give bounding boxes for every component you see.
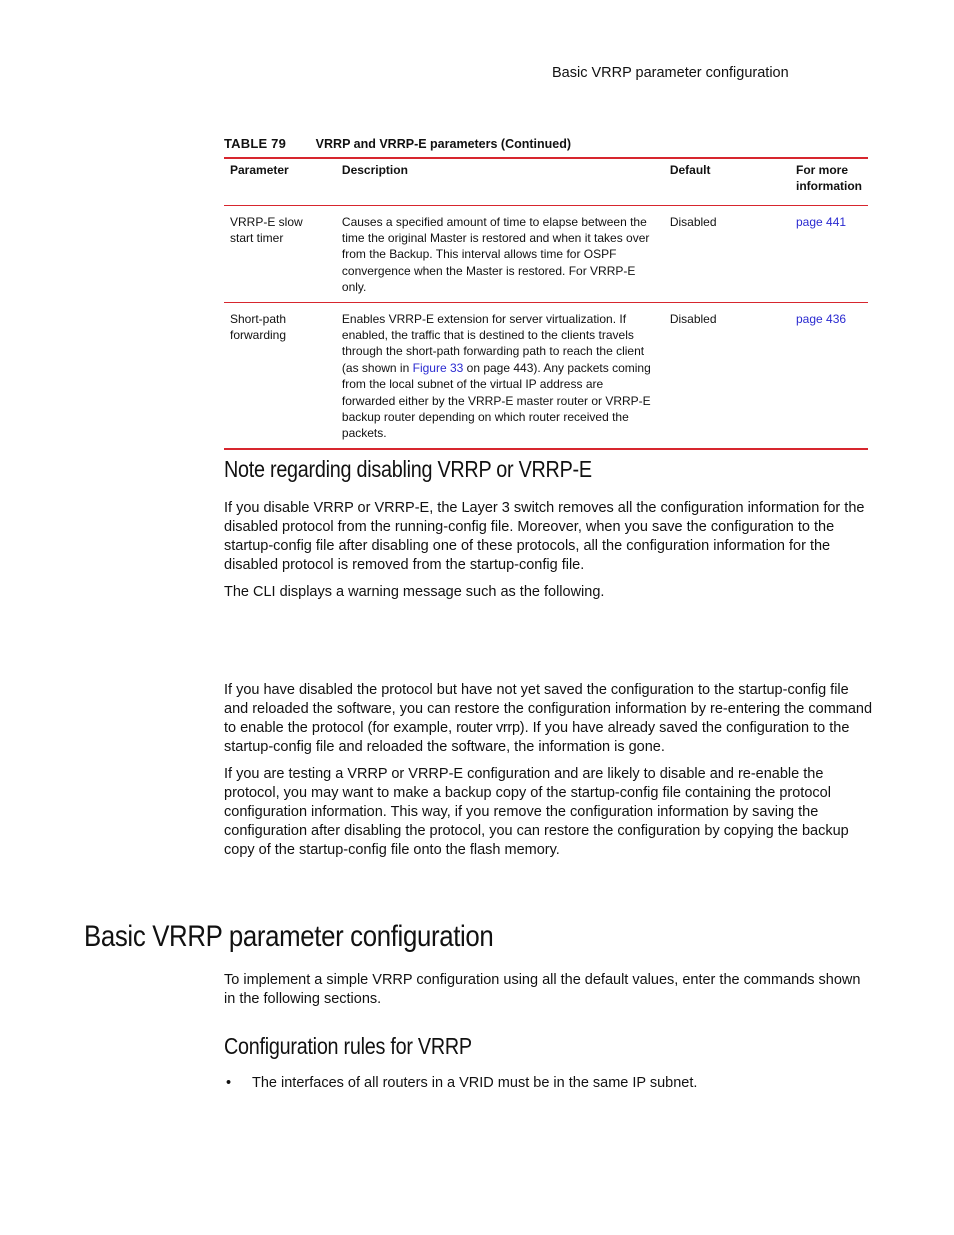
running-header: Basic VRRP parameter configuration bbox=[552, 65, 789, 81]
header-default: Default bbox=[670, 158, 796, 205]
parameters-table bbox=[224, 157, 868, 450]
more-info-link[interactable]: page 441 bbox=[796, 214, 847, 229]
row-description bbox=[342, 302, 670, 449]
paragraph: If you have disabled the protocol but have not yet saved the configuration to the startup-config file and reloaded the software, you can restore the configuration information by re-entering the command to enable the protocol (for example, router vrrp). If you have already saved the configuration to the startup-config file and reloaded the software, the information is gone. bbox=[224, 682, 873, 755]
row-parameter: Short-path forwarding bbox=[224, 302, 342, 449]
inline-command: router vrrp bbox=[456, 719, 520, 736]
figure-link[interactable]: Figure 33 bbox=[412, 360, 464, 375]
table-caption-number: TABLE 79 bbox=[224, 136, 287, 151]
paragraph: The CLI displays a warning message such as the following. bbox=[224, 584, 605, 600]
chapter-heading: Basic VRRP parameter configuration bbox=[84, 920, 494, 953]
table-row bbox=[224, 302, 868, 449]
header-more-info: For more information bbox=[796, 158, 868, 205]
paragraph: If you are testing a VRRP or VRRP-E configuration and are likely to disable and re-enable the protocol, you may want to make a backup copy of the startup-config file containing the protocol configuration information. This way, if you remove the configuration information by saving the configuration after disabling the protocol, you can restore the configuration by copying the backup copy of the startup-config file onto the flash memory. bbox=[224, 766, 849, 858]
row-default: Disabled bbox=[670, 205, 796, 302]
description-text: Enables VRRP-E extension for server virtualization. If enabled, the traffic that is destined to the clients travels through the short-path forwarding path to reach the client (as shown in bbox=[341, 311, 645, 375]
description-text: on page 443). Any packets coming from the local subnet of the virtual IP address are forwarded either by the VRRP-E master router or VRRP-E backup router depending on which router received the packets. bbox=[341, 360, 651, 441]
section-heading-note: Note regarding disabling VRRP or VRRP-E bbox=[224, 456, 592, 482]
row-parameter: VRRP-E slow start timer bbox=[224, 205, 342, 302]
table-caption bbox=[224, 136, 571, 151]
row-default: Disabled bbox=[670, 302, 796, 449]
header-parameter: Parameter bbox=[224, 158, 342, 205]
paragraph: To implement a simple VRRP configuration using all the default values, enter the commands shown in the following sections. bbox=[224, 972, 861, 1007]
header-description: Description bbox=[342, 158, 670, 205]
bullet-item: The interfaces of all routers in a VRID must be in the same IP subnet. bbox=[252, 1075, 698, 1091]
more-info-link[interactable]: page 436 bbox=[796, 311, 847, 326]
bullet-marker: • bbox=[226, 1075, 232, 1091]
table-header-row bbox=[224, 158, 868, 205]
table-caption-title: VRRP and VRRP-E parameters (Continued) bbox=[315, 137, 572, 151]
table-row bbox=[224, 205, 868, 302]
section-heading-rules: Configuration rules for VRRP bbox=[224, 1033, 472, 1059]
row-description: Causes a specified amount of time to elapse between the time the original Master is restored and when it takes over from the Backup. This interval allows time for OSPF convergence when the Master is restored. For VRRP-E only. bbox=[342, 205, 670, 302]
paragraph: If you disable VRRP or VRRP-E, the Layer 3 switch removes all the configuration information for the disabled protocol from the running-config file. Moreover, when you save the configuration to the startup-config file after disabling one of these protocols, all the configuration information for the disabled protocol is removed from the startup-config file. bbox=[224, 500, 865, 573]
